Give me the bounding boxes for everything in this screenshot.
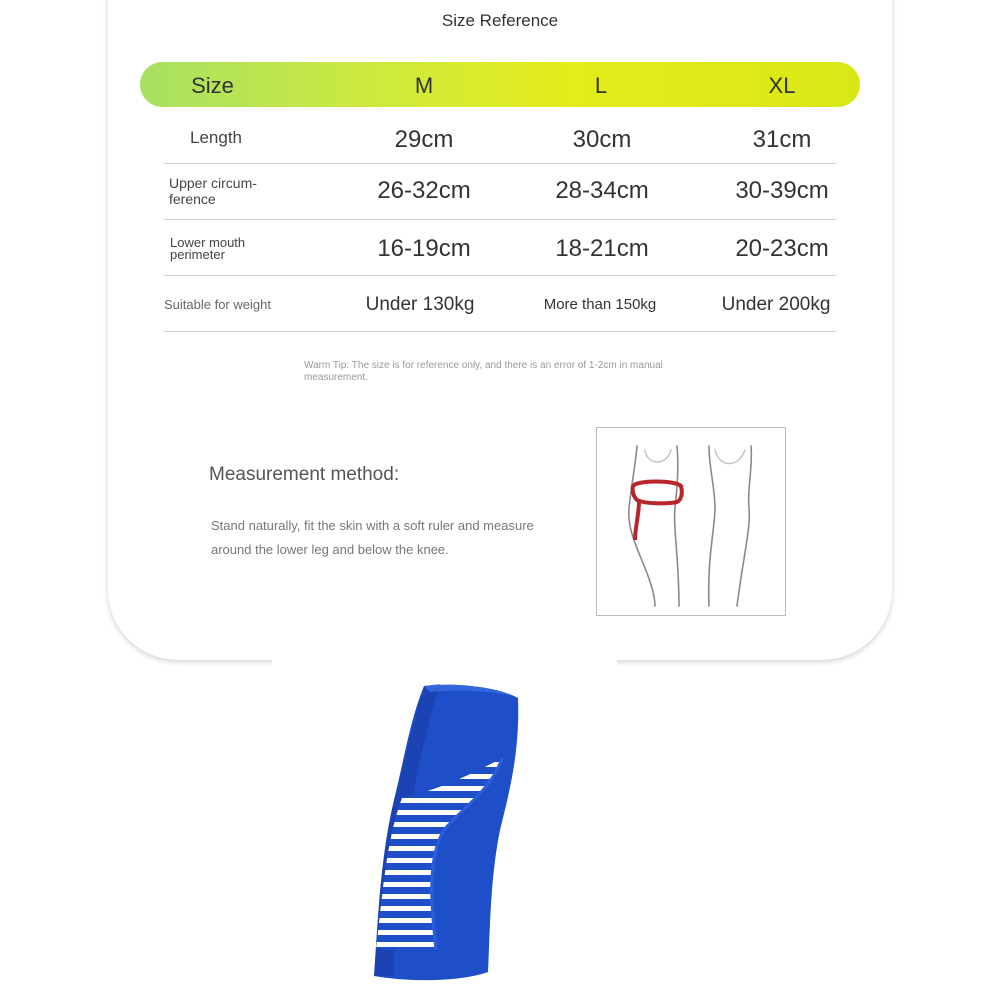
- lower-m: 16-19cm: [377, 235, 471, 262]
- lower-xl: 20-23cm: [735, 235, 829, 262]
- length-m: 29cm: [394, 126, 454, 153]
- upper-l: 28-34cm: [555, 177, 649, 204]
- legs-measurement-illustration: [596, 427, 786, 616]
- row-divider: [164, 331, 836, 332]
- length-l: 30cm: [572, 126, 632, 153]
- calf-sleeve-product-image: [360, 680, 540, 985]
- weight-m: Under 130kg: [365, 294, 475, 315]
- row-label-lower-perimeter: Lower mouth perimeter: [170, 235, 246, 262]
- legs-icon: [597, 428, 785, 615]
- header-m: M: [414, 73, 434, 98]
- weight-xl: Under 200kg: [721, 294, 831, 315]
- row-divider: [164, 275, 836, 276]
- upper-xl: 30-39cm: [735, 177, 829, 204]
- row-divider: [164, 219, 836, 220]
- header-xl: XL: [768, 73, 796, 98]
- length-xl: 31cm: [752, 126, 812, 153]
- row-label-weight: Suitable for weight: [164, 297, 271, 312]
- upper-m: 26-32cm: [377, 177, 471, 204]
- method-title: Measurement method:: [209, 464, 400, 485]
- row-label-length: Length: [190, 128, 242, 147]
- page-title: Size Reference: [441, 11, 559, 30]
- method-description: Stand naturally, fit the skin with a soft ruler and measure around the lower leg and below the knee.: [211, 518, 534, 557]
- calf-sleeve-icon: [360, 680, 540, 985]
- header-size: Size: [191, 73, 234, 98]
- header-l: L: [594, 73, 608, 98]
- row-label-upper-circumference: Upper circum- ference: [169, 175, 257, 207]
- size-header-bar: [140, 62, 860, 107]
- weight-l: More than 150kg: [543, 296, 657, 313]
- row-divider: [164, 163, 836, 164]
- warm-tip: Warm Tip: The size is for reference only, and there is an error of 1-2cm in manual measurement.: [304, 360, 663, 383]
- lower-l: 18-21cm: [555, 235, 649, 262]
